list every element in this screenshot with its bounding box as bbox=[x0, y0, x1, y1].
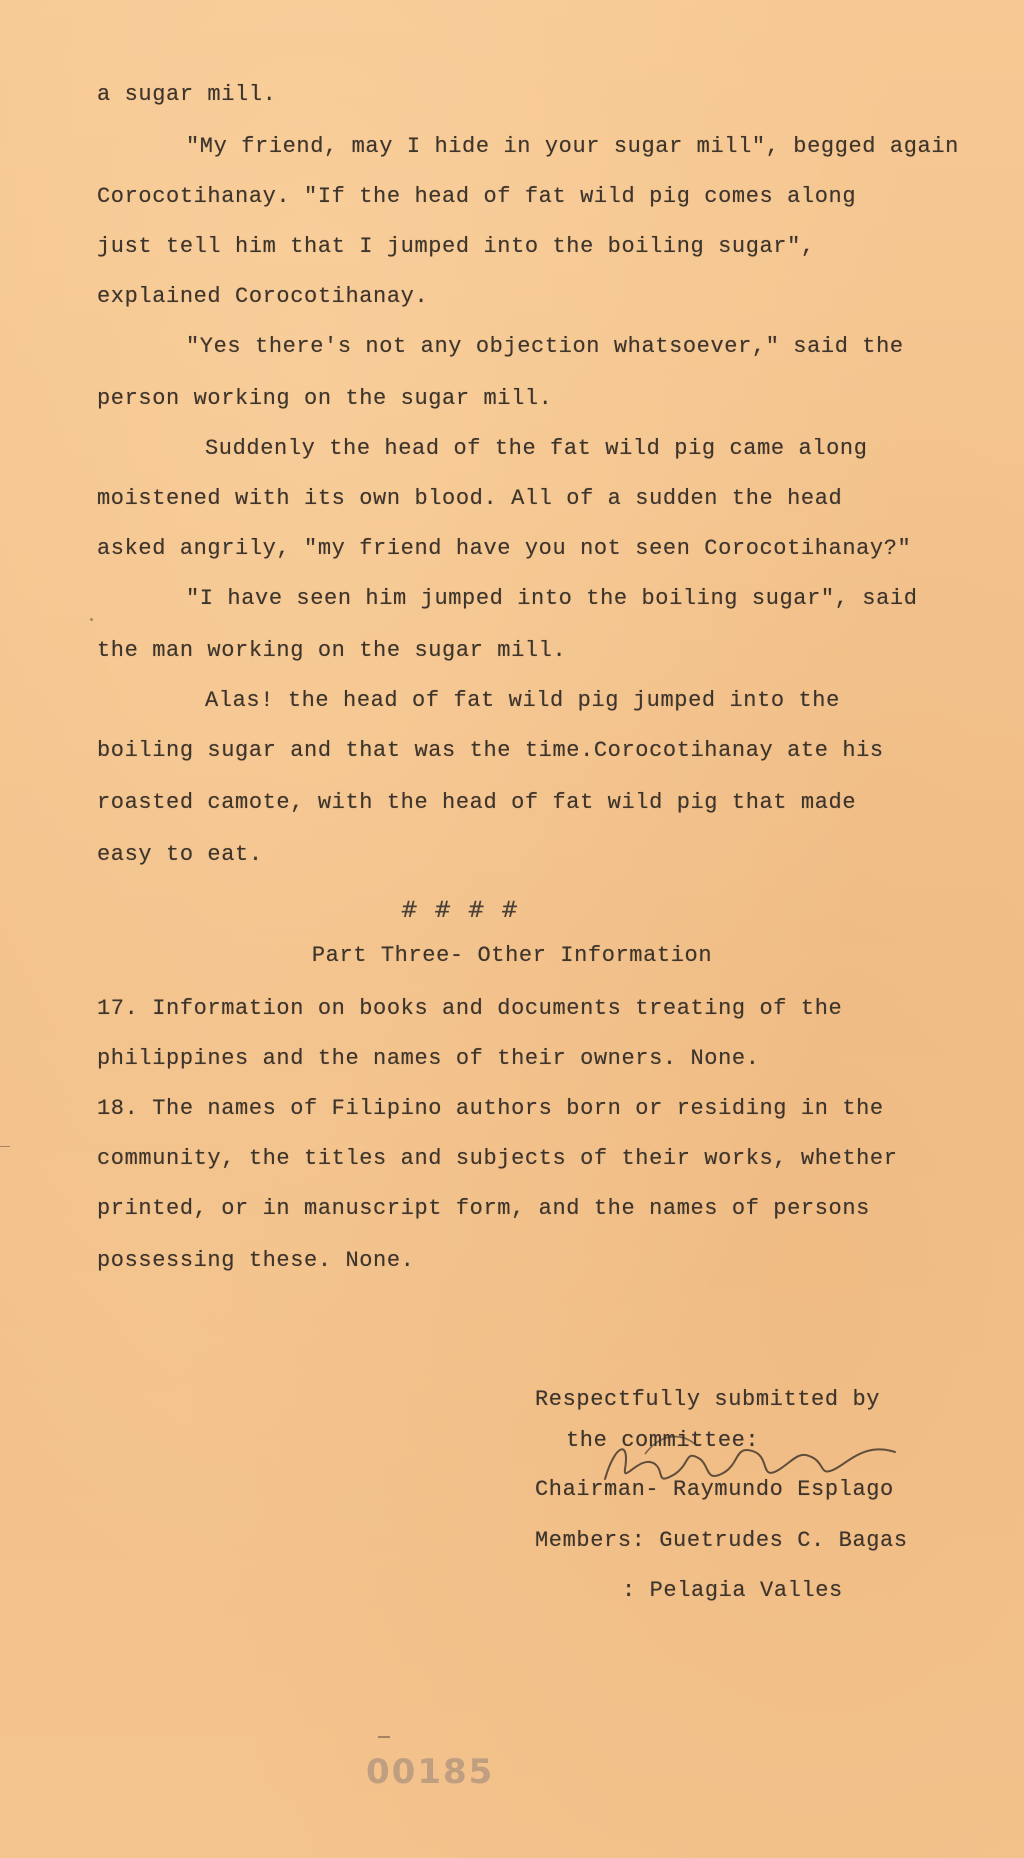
item18-line-4: possessing these. None. bbox=[97, 1248, 415, 1273]
paper-mark bbox=[378, 1736, 390, 1738]
archive-stamp-number: 00185 bbox=[366, 1752, 495, 1792]
story-line-2: "My friend, may I hide in your sugar mill", begged again bbox=[186, 134, 959, 159]
story-line-4: just tell him that I jumped into the boiling sugar", bbox=[97, 234, 815, 259]
story-line-7: person working on the sugar mill. bbox=[97, 386, 553, 411]
story-line-1: a sugar mill. bbox=[97, 82, 277, 107]
story-line-14: boiling sugar and that was the time.Corocotihanay ate his bbox=[97, 738, 884, 763]
story-line-13: Alas! the head of fat wild pig jumped into the bbox=[205, 688, 840, 713]
story-end-mark: # # # # bbox=[400, 898, 523, 923]
part-three-heading: Part Three- Other Information bbox=[311, 943, 713, 968]
item18-line-3: printed, or in manuscript form, and the names of persons bbox=[97, 1196, 870, 1221]
item17-line-2: philippines and the names of their owners. None. bbox=[97, 1046, 760, 1071]
chairman-line: Chairman- Raymundo Esplago bbox=[535, 1477, 894, 1502]
item17-line-1: 17. Information on books and documents treating of the bbox=[97, 996, 843, 1021]
item18-line-1: 18. The names of Filipino authors born or residing in the bbox=[97, 1096, 884, 1121]
story-line-5: explained Corocotihanay. bbox=[97, 284, 429, 309]
story-line-10: asked angrily, "my friend have you not seen Corocotihanay?" bbox=[97, 536, 912, 561]
paper-mark bbox=[90, 618, 93, 621]
member-line-1: Members: Guetrudes C. Bagas bbox=[535, 1528, 908, 1553]
handwritten-signature bbox=[585, 1424, 905, 1504]
story-line-3: Corocotihanay. "If the head of fat wild pig comes along bbox=[97, 184, 857, 209]
submitted-line-2: the committee: bbox=[566, 1428, 760, 1453]
story-line-6: "Yes there's not any objection whatsoever," said the bbox=[186, 334, 904, 359]
story-line-12: the man working on the sugar mill. bbox=[97, 638, 567, 663]
story-line-8: Suddenly the head of the fat wild pig came along bbox=[205, 436, 868, 461]
member-line-2: : Pelagia Valles bbox=[622, 1578, 843, 1603]
story-line-16: easy to eat. bbox=[97, 842, 263, 867]
paper-mark bbox=[0, 1146, 10, 1147]
story-line-11: "I have seen him jumped into the boiling sugar", said bbox=[186, 586, 918, 611]
story-line-15: roasted camote, with the head of fat wild pig that made bbox=[97, 790, 857, 815]
item18-line-2: community, the titles and subjects of their works, whether bbox=[97, 1146, 898, 1171]
submitted-line-1: Respectfully submitted by bbox=[535, 1387, 881, 1412]
story-line-9: moistened with its own blood. All of a sudden the head bbox=[97, 486, 843, 511]
